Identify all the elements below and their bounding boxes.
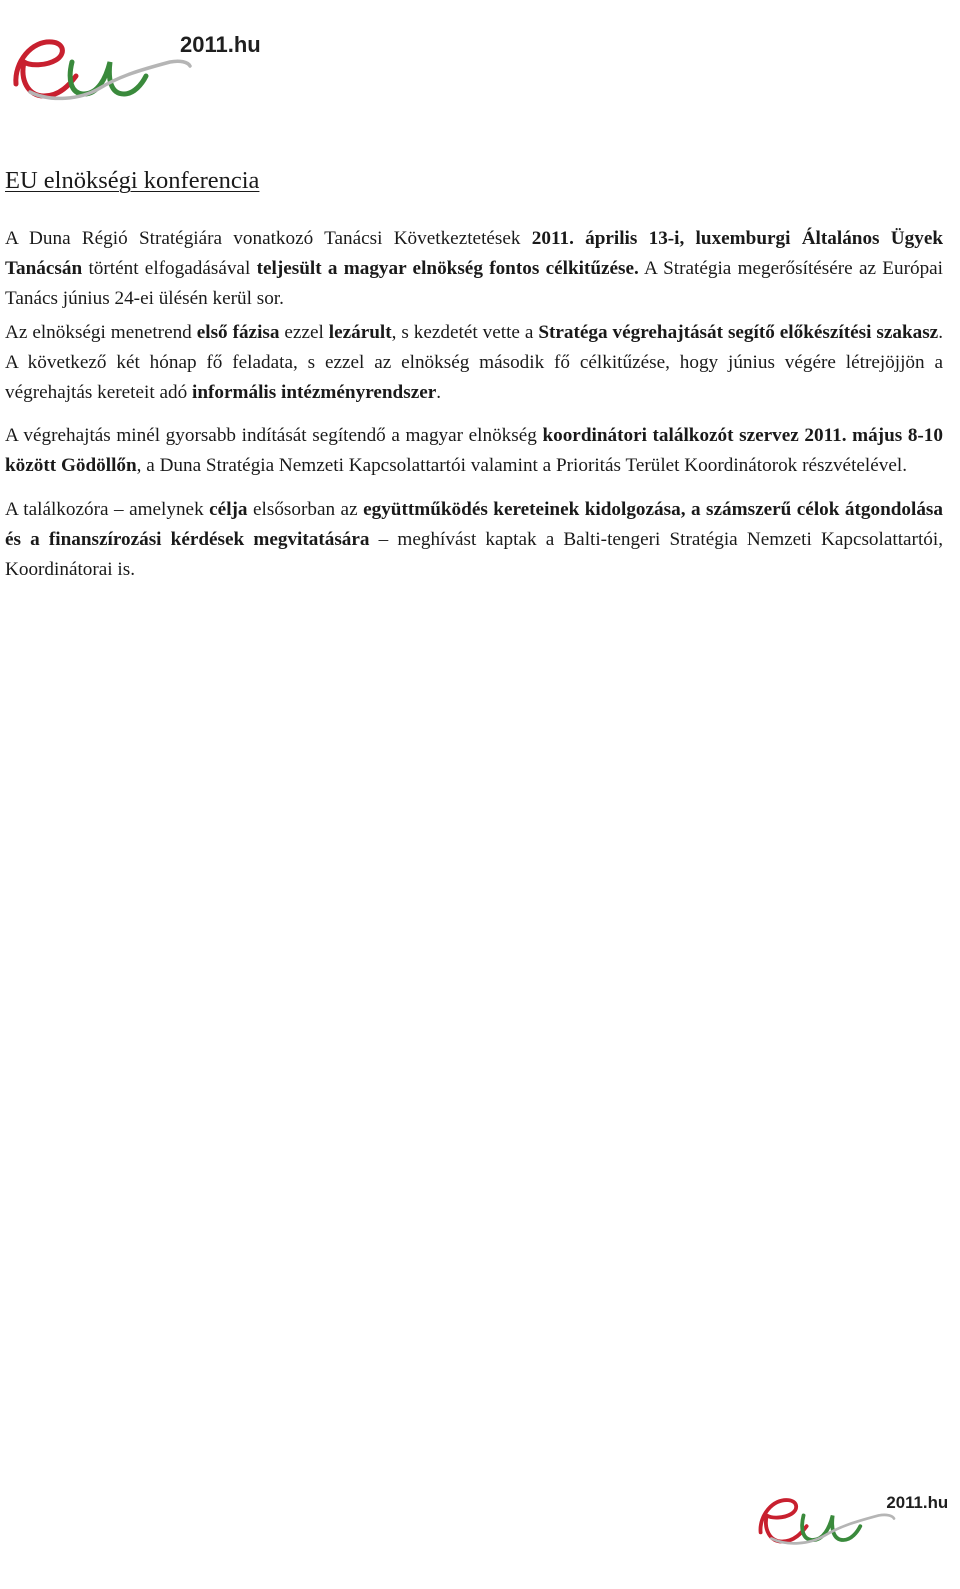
eu2011-logo-footer	[756, 1484, 949, 1550]
text-run-bold: együttműködés kereteinek kidolgozása, a számszerű célok átgondolása és a finanszírozási kérdések megvitatására	[5, 499, 943, 550]
logo-domain-text: 2011.hu	[180, 32, 261, 57]
text-run: Az elnökségi menetrend	[5, 322, 197, 343]
text-run: , s kezdetét vette a	[391, 322, 539, 343]
page-title: EU elnökségi konferencia	[5, 167, 260, 194]
paragraph-2	[5, 318, 943, 408]
text-run-bold: informális intézményrendszer	[192, 382, 437, 403]
paragraph-4	[5, 495, 943, 585]
logo-red-swash	[760, 1500, 806, 1541]
text-run: ezzel	[279, 322, 329, 343]
text-run: , a Duna Stratégia Nemzeti Kapcsolattartói valamint a Prioritás Terület Koordinátorok részvételével.	[136, 455, 908, 476]
text-run: A találkozóra – amelynek	[5, 499, 210, 520]
text-run: elsősorban az	[247, 499, 364, 520]
text-run: .	[436, 382, 442, 403]
paragraph-1	[5, 224, 943, 314]
text-run-bold: koordinátori találkozót szervez 2011. május 8-10 között Gödöllőn	[5, 425, 943, 476]
text-run-bold: 2011. április 13-i, luxemburgi Általános Ügyek Tanácsán	[5, 228, 944, 279]
text-run-bold: teljesült a magyar elnökség fontos célkitűzése.	[256, 258, 639, 279]
eu2011-logo	[10, 22, 261, 106]
logo-green-swash	[70, 62, 146, 94]
text-run-bold: célja	[209, 499, 248, 520]
text-run: A végrehajtás minél gyorsabb indítását segítendő a magyar elnökség	[5, 425, 543, 446]
logo-green-swash	[802, 1515, 860, 1540]
text-run-bold: Stratéga végrehajtását segítő előkészítési szakasz	[538, 322, 939, 343]
logo-red-swash	[16, 42, 76, 96]
paragraph-3	[5, 421, 943, 481]
text-run: történt elfogadásával	[82, 258, 257, 279]
text-run: A Stratégia megerősítésére az Európai Tanács június 24-ei ülésén kerül sor.	[5, 258, 944, 309]
document-body	[5, 224, 943, 585]
logo-domain-text: 2011.hu	[886, 1492, 949, 1512]
text-run: – meghívást kaptak a Balti-tengeri Stratégia Nemzeti Kapcsolattartói, Koordinátorai is.	[5, 529, 943, 580]
text-run-bold: első fázisa	[196, 322, 280, 343]
text-run-bold: lezárult	[328, 322, 392, 343]
text-run: A Duna Régió Stratégiára vonatkozó Tanácsi Következtetések	[5, 228, 532, 249]
text-run: . A következő két hónap fő feladata, s ezzel az elnökség második fő célkitűzése, hogy június végére létrejöjjön a végrehajtás kereteit adó	[5, 322, 943, 403]
